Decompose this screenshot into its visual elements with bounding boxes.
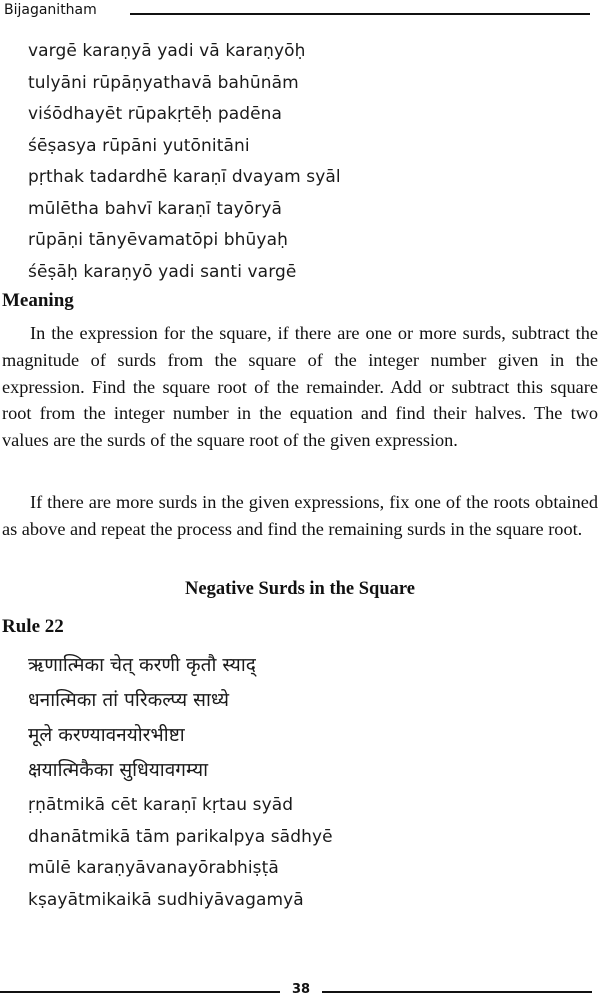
devanagari-line: धनात्मिका तां परिकल्प्य साध्ये	[28, 689, 230, 711]
meaning-heading: Meaning	[2, 290, 74, 311]
page-footer	[0, 982, 600, 999]
page-number: 38	[291, 982, 311, 997]
verse-line: śēṣasya rūpāni yutōnitāni	[28, 135, 250, 156]
verse-transliteration	[28, 36, 341, 288]
verse-line: tulyāni rūpāṇyathavā bahūnām	[28, 72, 299, 93]
verse-line: dhanātmikā tām parikalpya sādhyē	[28, 826, 333, 847]
verse-line: rūpāṇi tānyēvamatōpi bhūyaḥ	[28, 230, 288, 250]
running-title: Bijaganitham	[4, 2, 97, 18]
verse-line: śēṣāḥ karaṇyō yadi santi vargē	[28, 261, 297, 282]
devanagari-line: मूले करण्यावनयोरभीष्टा	[28, 724, 185, 746]
footer-rule	[322, 991, 592, 993]
meaning-paragraph: If there are more surds in the given expressions, fix one of the roots obtained as above and repeat the process and find the remaining surds in the square root.	[2, 492, 598, 539]
footer-rule	[0, 991, 280, 993]
verse-line: viśōdhayēt rūpakṛtēḥ padēna	[28, 104, 283, 124]
verse-line: mūlētha bahvī karaṇī tayōryā	[28, 198, 283, 219]
running-header	[0, 0, 600, 24]
verse-line: vargē karaṇyā yadi vā karaṇyōḥ	[28, 41, 306, 61]
verse-line: kṣayātmikaikā sudhiyāvagamyā	[28, 889, 304, 910]
section-title: Negative Surds in the Square	[185, 579, 415, 599]
verse-devanagari	[28, 648, 256, 788]
verse-line: pṛthak tadardhē karaṇī dvayam syāl	[28, 167, 341, 187]
rule-heading: Rule 22	[2, 616, 64, 637]
meaning-paragraph: In the expression for the square, if there are one or more surds, subtract the magnitude of surds from the square of the integer number given in the expression. Find the square root of the remainder. Add or subtract this square root from the integer number in the equation and find their halves. The two values are the surds of the square root of the given expression.	[2, 323, 598, 451]
verse-line: mūlē karaṇyāvanayōrabhiṣṭā	[28, 858, 279, 878]
verse-transliteration-rule	[28, 790, 333, 916]
header-rule	[130, 13, 590, 15]
verse-line: ṛṇātmikā cēt karaṇī kṛtau syād	[28, 795, 294, 815]
devanagari-line: क्षयात्मिकैका सुधियावगम्या	[28, 759, 209, 781]
devanagari-line: ऋणात्मिका चेत् करणी कृतौ स्याद्	[28, 654, 256, 676]
